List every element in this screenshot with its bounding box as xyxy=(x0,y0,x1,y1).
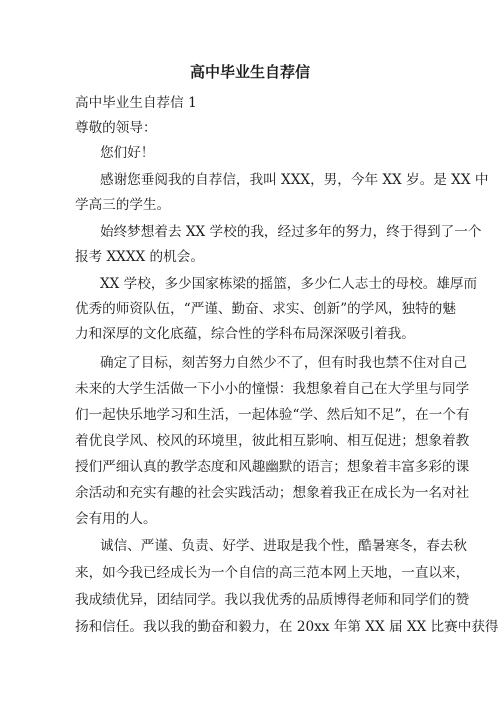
paragraph-4-line-1: 确定了目标，刻苦努力自然少不了，但有时我也禁不住对自己 xyxy=(100,355,468,371)
paragraph-4-line-2: 未来的大学生活做一下小小的憧憬：我想象着自己在大学里与同学 xyxy=(75,381,470,397)
paragraph-5-line-4: 扬和信任。我以我的勤奋和毅力，在 20xx 年第 XX 届 XX 比赛中获得 xyxy=(75,619,499,635)
greeting: 您们好！ xyxy=(100,145,155,161)
paragraph-1-line-1: 感谢您垂阅我的自荐信，我叫 XXX，男，今年 XX 岁。是 XX 中 xyxy=(100,172,489,188)
paragraph-4-line-3: 们一起快乐地学习和生活，一起体验“学、然后知不足”，在一个有 xyxy=(75,407,470,423)
paragraph-3-line-2: 优秀的师资队伍，“严谨、勤奋、求实、创新”的学风，独特的魅 xyxy=(75,301,456,317)
salutation: 尊敬的领导： xyxy=(75,120,157,136)
paragraph-4-line-6: 余活动和充实有趣的社会实践活动；想象着我正在成长为一名对社 xyxy=(75,485,470,501)
paragraph-3-line-1: XX 学校，多少国家栋梁的摇篮，多少仁人志士的母校。雄厚而 xyxy=(100,276,478,292)
paragraph-2-line-2: 报考 XXXX 的机会。 xyxy=(75,249,204,265)
paragraph-5-line-1: 诚信、严谨、负责、好学、进取是我个性，酷暑寒冬，春去秋 xyxy=(100,538,468,554)
paragraph-1-line-2: 学高三的学生。 xyxy=(75,197,171,213)
document-subtitle: 高中毕业生自荐信 1 xyxy=(75,95,197,111)
paragraph-2-line-1: 始终梦想着去 XX 学校的我，经过多年的努力，终于得到了一个 xyxy=(100,224,482,240)
paragraph-4-line-7: 会有用的人。 xyxy=(75,511,157,527)
paragraph-5-line-2: 来，如今我已经成长为一个自信的高三范本网上天地，一直以来， xyxy=(75,565,470,581)
paragraph-4-line-4: 着优良学风、校风的环境里，彼此相互影响、相互促进；想象着教 xyxy=(75,433,470,449)
paragraph-4-line-5: 授们严细认真的教学态度和风趣幽默的语言；想象着丰富多彩的课 xyxy=(75,459,470,475)
paragraph-3-line-3: 力和深厚的文化底蕴，综合性的学科布局深深吸引着我。 xyxy=(75,326,415,342)
paragraph-5-line-3: 我成绩优异，团结同学。我以我优秀的品质博得老师和同学们的赞 xyxy=(75,592,470,608)
document-title: 高中毕业生自荐信 xyxy=(189,63,310,81)
